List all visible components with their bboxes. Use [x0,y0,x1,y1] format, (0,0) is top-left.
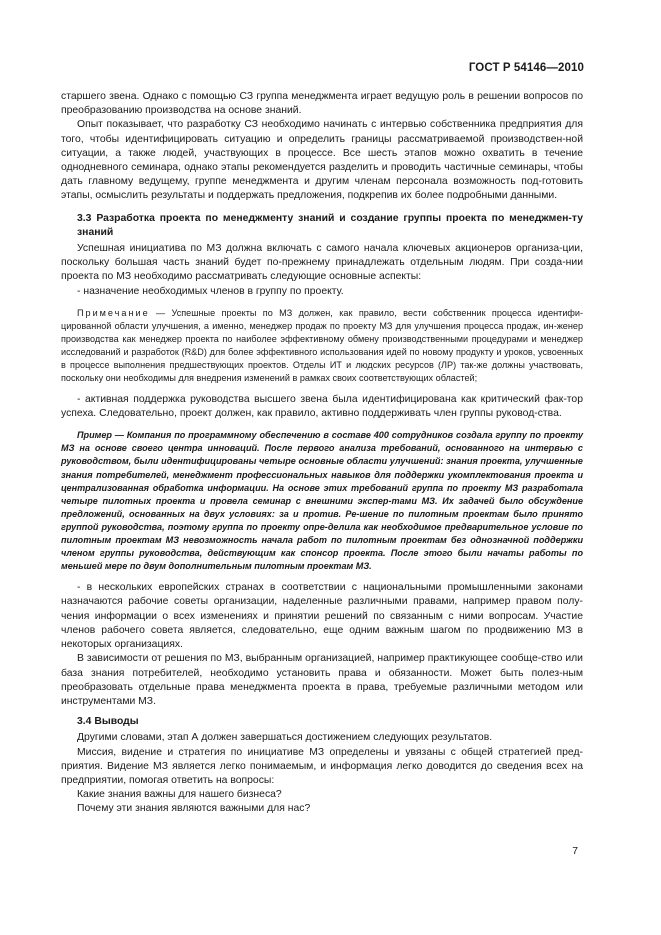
note [61,307,583,385]
question: Почему эти знания являются важными для нас? [77,803,311,815]
paragraph: В зависимости от решения по МЗ, выбранным организацией, например практикующее сообще-ство или база знания потребителей, необходимо установить права и обязанности. Может быть полез-ным преобразовать отдельные права менеджмента проекта в права, требуемые различными методом или инструментами МЗ. [61,653,583,707]
paragraph: Другими словами, этап А должен завершаться достижением следующих результатов. [77,732,493,744]
page-number: 7 [572,846,578,857]
section-heading-3-3: 3.3 Разработка проекта по менеджменту знаний и создание группы проекта по менеджмен-ту знаний [77,212,583,238]
list-item: - активная поддержка руководства высшего звена была идентифицирована как критический фак-тор успеха. Следовательно, проект должен, как правило, активно поддерживать член группы руковод-ства. [61,393,583,420]
paragraph: старшего звена. Однако с помощью СЗ группа менеджмента играет ведущую роль в решении вопросов по преобразованию производства на основе знаний. [61,91,583,117]
paragraph: Опыт показывает, что разработку СЗ необходимо начинать с интервью собственника предприятия для того, чтобы идентифицировать ситуацию и определить границы рассматриваемой производствен-ной ситуации, а также людей, участвующих в процессе. Все шесть этапов можно охватить в течение однодневного семинара, однако этапы рекомендуется разделить и проводить частичные семинары, чтобы дать главному ведущему, группе менеджмента и другим членам персонала возможность под-готовить этапы, осмыслить результаты и поддержать предложения, подкрепив их более подробными данными. [61,119,583,202]
paragraph: Успешная инициатива по МЗ должна включать с самого начала ключевых акционеров организа-ции, поскольку большая часть знаний будет по-прежнему принадлежать отдельным людям. При созда-нии проекта по МЗ необходимо рассматривать следующие основные аспекты: [61,243,583,283]
question: Какие знания важны для нашего бизнеса? [77,789,282,801]
note-text: — Успешные проекты по МЗ должен, как правило, вести собственник процесса идентифи-цированной области улучшения, а именно, менеджер продаж по проекту МЗ для улучшения процесса продаж, ин-женер производства как менеджер проекта по наиболее эффективному обмену производственными процедурами и менеджер исследований и разработок (R&D) для более эффективного использования идей по новому продукту и уроков, усвоенных в процессе выполнения предшествующих проектов. Отделы ИТ и людских ресурсов (ЛР) так-же должны участвовать, поскольку они необходимы для внедрения изменений в рамках своих соответствующих областей; [61,307,583,383]
list-item: - назначение необходимых членов в группу по проекту. [77,285,344,297]
paragraph: Миссия, видение и стратегия по инициативе МЗ определены и увязаны с общей стратегией пред-приятия. Видение МЗ является легко понимаемым, и информация легко доводится до сведения всех на предприятии, помогая ответить на вопросы: [61,746,583,786]
page-body [61,90,583,817]
note-label: Примечание [77,307,150,318]
standard-designation: ГОСТ Р 54146—2010 [468,62,584,74]
section-heading-3-4: 3.4 Выводы [77,716,139,728]
list-item: - в нескольких европейских странах в соответствии с национальными промышленными законами назначаются рабочие советы организации, наделенные различными правами, например правом полу-чения информации о всех изменениях и принятии решений по связанным с ними вопросам. Участие членов рабочего совета является, следовательно, еще одним важным шагом по продвижению МЗ в некоторых организациях. [61,582,583,651]
example-block: Пример — Компания по программному обеспечению в составе 400 сотрудников создала группу по проекту МЗ на основе своего центра инноваций. После первого анализа требований, основанного на интервью с руководством, были идентифицированы четыре основные области улучшений: знания проекта, улучшенные знания потребителей, менеджмент профессиональных навыков для поддержки укомплектования проекта и централизованная обработка информации. На основе этих требований группа по проекту МЗ разработала четыре пилотных проекта и провела семинар с внешними экспер-тами МЗ. Их задачей было обсуждение предложений, основанных на двух условиях: за и против. Ре-шение по пилотным проектам было принято группой руководства, поэтому группа по проекту опре-делила как необходимое предварительное условие по пилотным проектам МЗ невозможность начала работ по пилотным проектам без однозначной поддержки членом группы руководства, действующим как спонсор проекта. После этого были начаты работы по меньшей мере по двум дополнительным пилотным проектам МЗ. [61,430,583,572]
